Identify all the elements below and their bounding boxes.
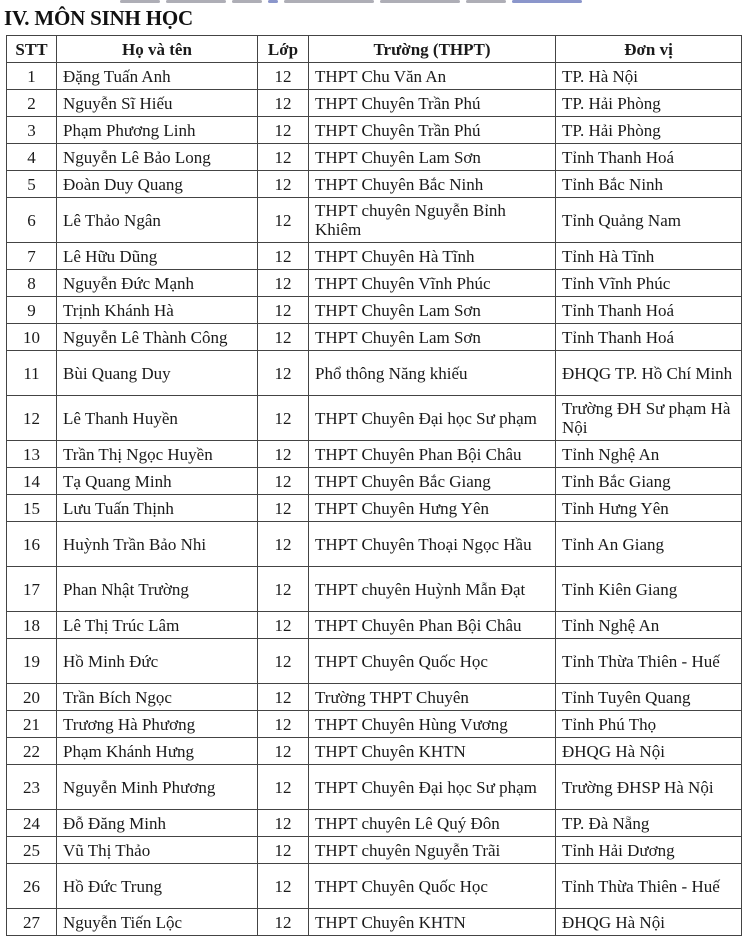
table-row: [7, 270, 742, 297]
table-row: [7, 441, 742, 468]
cell-school: THPT Chuyên Quốc Học: [309, 639, 556, 684]
table-row: [7, 90, 742, 117]
cell-name: Nguyễn Minh Phương: [57, 765, 258, 810]
cell-stt: 12: [7, 396, 57, 441]
cell-stt: 24: [7, 810, 57, 837]
cell-name: Nguyễn Đức Mạnh: [57, 270, 258, 297]
table-header-row: [7, 36, 742, 63]
cell-school: THPT Chuyên Trần Phú: [309, 117, 556, 144]
cell-unit: Tỉnh Thanh Hoá: [556, 324, 742, 351]
cell-grade: 12: [258, 171, 309, 198]
cell-stt: 19: [7, 639, 57, 684]
cell-name: Lê Thảo Ngân: [57, 198, 258, 243]
cell-unit: Trường ĐH Sư phạm Hà Nội: [556, 396, 742, 441]
cell-name: Trương Hà Phương: [57, 711, 258, 738]
table-row: [7, 351, 742, 396]
cell-unit: Tỉnh Tuyên Quang: [556, 684, 742, 711]
cell-grade: 12: [258, 243, 309, 270]
cell-school: THPT Chuyên Hùng Vương: [309, 711, 556, 738]
cell-grade: 12: [258, 396, 309, 441]
table-row: [7, 198, 742, 243]
table-row: [7, 711, 742, 738]
header-name: Họ và tên: [57, 36, 258, 63]
cell-unit: ĐHQG Hà Nội: [556, 909, 742, 936]
cell-grade: 12: [258, 639, 309, 684]
cell-school: THPT Chu Văn An: [309, 63, 556, 90]
cell-name: Trần Thị Ngọc Huyền: [57, 441, 258, 468]
cell-unit: ĐHQG TP. Hồ Chí Minh: [556, 351, 742, 396]
cell-unit: TP. Hà Nội: [556, 63, 742, 90]
header-unit: Đơn vị: [556, 36, 742, 63]
cell-stt: 26: [7, 864, 57, 909]
cell-name: Lê Thanh Huyền: [57, 396, 258, 441]
cell-school: THPT Chuyên Vĩnh Phúc: [309, 270, 556, 297]
clipped-previous-line: [120, 0, 680, 4]
table-row: [7, 171, 742, 198]
cell-stt: 2: [7, 90, 57, 117]
cell-school: THPT Chuyên Đại học Sư phạm: [309, 396, 556, 441]
cell-stt: 25: [7, 837, 57, 864]
cell-grade: 12: [258, 117, 309, 144]
cell-unit: Tỉnh Thừa Thiên - Huế: [556, 639, 742, 684]
cell-stt: 17: [7, 567, 57, 612]
cell-grade: 12: [258, 144, 309, 171]
cell-name: Nguyễn Lê Bảo Long: [57, 144, 258, 171]
header-grade: Lớp: [258, 36, 309, 63]
cell-grade: 12: [258, 909, 309, 936]
cell-stt: 27: [7, 909, 57, 936]
cell-stt: 14: [7, 468, 57, 495]
cell-grade: 12: [258, 63, 309, 90]
cell-unit: Tỉnh Thừa Thiên - Huế: [556, 864, 742, 909]
cell-name: Tạ Quang Minh: [57, 468, 258, 495]
cell-unit: Tỉnh An Giang: [556, 522, 742, 567]
cell-stt: 20: [7, 684, 57, 711]
cell-school: THPT chuyên Nguyễn Trãi: [309, 837, 556, 864]
table-row: [7, 495, 742, 522]
table-row: [7, 243, 742, 270]
table-row: [7, 765, 742, 810]
cell-stt: 7: [7, 243, 57, 270]
cell-school: THPT Chuyên Trần Phú: [309, 90, 556, 117]
table-row: [7, 810, 742, 837]
cell-stt: 11: [7, 351, 57, 396]
cell-grade: 12: [258, 270, 309, 297]
cell-grade: 12: [258, 684, 309, 711]
table-row: [7, 864, 742, 909]
cell-name: Nguyễn Sĩ Hiếu: [57, 90, 258, 117]
cell-unit: Tỉnh Nghệ An: [556, 441, 742, 468]
header-stt: STT: [7, 36, 57, 63]
cell-name: Bùi Quang Duy: [57, 351, 258, 396]
cell-school: THPT chuyên Huỳnh Mẫn Đạt: [309, 567, 556, 612]
table-row: [7, 567, 742, 612]
cell-grade: 12: [258, 810, 309, 837]
table-row: [7, 324, 742, 351]
cell-name: Lê Thị Trúc Lâm: [57, 612, 258, 639]
cell-grade: 12: [258, 198, 309, 243]
cell-name: Hồ Minh Đức: [57, 639, 258, 684]
table-row: [7, 144, 742, 171]
cell-school: THPT Chuyên Phan Bội Châu: [309, 612, 556, 639]
cell-school: THPT Chuyên Hà Tĩnh: [309, 243, 556, 270]
cell-school: THPT chuyên Lê Quý Đôn: [309, 810, 556, 837]
cell-unit: ĐHQG Hà Nội: [556, 738, 742, 765]
cell-name: Hồ Đức Trung: [57, 864, 258, 909]
cell-unit: Tỉnh Bắc Giang: [556, 468, 742, 495]
table-row: [7, 738, 742, 765]
cell-grade: 12: [258, 765, 309, 810]
cell-unit: Tỉnh Thanh Hoá: [556, 297, 742, 324]
cell-grade: 12: [258, 90, 309, 117]
cell-name: Lưu Tuấn Thịnh: [57, 495, 258, 522]
cell-stt: 18: [7, 612, 57, 639]
cell-grade: 12: [258, 441, 309, 468]
cell-unit: Tỉnh Thanh Hoá: [556, 144, 742, 171]
cell-unit: Tỉnh Hà Tĩnh: [556, 243, 742, 270]
cell-stt: 4: [7, 144, 57, 171]
cell-unit: TP. Hải Phòng: [556, 90, 742, 117]
cell-stt: 22: [7, 738, 57, 765]
cell-name: Phan Nhật Trường: [57, 567, 258, 612]
table-row: [7, 837, 742, 864]
cell-name: Vũ Thị Thảo: [57, 837, 258, 864]
cell-stt: 21: [7, 711, 57, 738]
header-school: Trường (THPT): [309, 36, 556, 63]
cell-name: Phạm Khánh Hưng: [57, 738, 258, 765]
cell-school: THPT Chuyên Lam Sơn: [309, 144, 556, 171]
table-row: [7, 63, 742, 90]
cell-unit: Tỉnh Phú Thọ: [556, 711, 742, 738]
cell-stt: 1: [7, 63, 57, 90]
cell-unit: TP. Đà Nẵng: [556, 810, 742, 837]
cell-stt: 8: [7, 270, 57, 297]
table-row: [7, 522, 742, 567]
cell-school: THPT Chuyên Đại học Sư phạm: [309, 765, 556, 810]
table-body: [7, 63, 742, 936]
cell-unit: TP. Hải Phòng: [556, 117, 742, 144]
cell-school: THPT Chuyên Lam Sơn: [309, 324, 556, 351]
cell-school: THPT Chuyên KHTN: [309, 738, 556, 765]
clipped-next-line: [6, 942, 426, 948]
cell-name: Trịnh Khánh Hà: [57, 297, 258, 324]
cell-unit: Tỉnh Hưng Yên: [556, 495, 742, 522]
cell-name: Huỳnh Trần Bảo Nhi: [57, 522, 258, 567]
cell-stt: 5: [7, 171, 57, 198]
cell-stt: 10: [7, 324, 57, 351]
cell-school: THPT Chuyên Bắc Giang: [309, 468, 556, 495]
cell-grade: 12: [258, 738, 309, 765]
table-row: [7, 117, 742, 144]
cell-grade: 12: [258, 711, 309, 738]
student-roster-table: [6, 35, 742, 936]
cell-grade: 12: [258, 567, 309, 612]
cell-stt: 23: [7, 765, 57, 810]
cell-name: Phạm Phương Linh: [57, 117, 258, 144]
cell-grade: 12: [258, 351, 309, 396]
table-row: [7, 468, 742, 495]
cell-school: Trường THPT Chuyên: [309, 684, 556, 711]
cell-unit: Tỉnh Quảng Nam: [556, 198, 742, 243]
cell-name: Nguyễn Tiến Lộc: [57, 909, 258, 936]
section-title: IV. MÔN SINH HỌC: [4, 6, 193, 30]
cell-unit: Tỉnh Nghệ An: [556, 612, 742, 639]
cell-unit: Trường ĐHSP Hà Nội: [556, 765, 742, 810]
cell-grade: 12: [258, 324, 309, 351]
table-row: [7, 297, 742, 324]
cell-school: THPT Chuyên Thoại Ngọc Hầu: [309, 522, 556, 567]
cell-stt: 13: [7, 441, 57, 468]
cell-stt: 9: [7, 297, 57, 324]
cell-name: Trần Bích Ngọc: [57, 684, 258, 711]
cell-school: THPT Chuyên Lam Sơn: [309, 297, 556, 324]
cell-grade: 12: [258, 297, 309, 324]
cell-unit: Tỉnh Kiên Giang: [556, 567, 742, 612]
cell-name: Lê Hữu Dũng: [57, 243, 258, 270]
table-row: [7, 684, 742, 711]
cell-stt: 3: [7, 117, 57, 144]
cell-school: THPT Chuyên KHTN: [309, 909, 556, 936]
cell-stt: 6: [7, 198, 57, 243]
cell-unit: Tỉnh Bắc Ninh: [556, 171, 742, 198]
cell-school: THPT Chuyên Phan Bội Châu: [309, 441, 556, 468]
cell-grade: 12: [258, 468, 309, 495]
cell-school: Phổ thông Năng khiếu: [309, 351, 556, 396]
cell-name: Đặng Tuấn Anh: [57, 63, 258, 90]
cell-grade: 12: [258, 612, 309, 639]
cell-school: THPT chuyên Nguyễn Bỉnh Khiêm: [309, 198, 556, 243]
cell-grade: 12: [258, 864, 309, 909]
cell-name: Nguyễn Lê Thành Công: [57, 324, 258, 351]
table-row: [7, 612, 742, 639]
cell-school: THPT Chuyên Hưng Yên: [309, 495, 556, 522]
cell-stt: 15: [7, 495, 57, 522]
cell-grade: 12: [258, 522, 309, 567]
cell-grade: 12: [258, 837, 309, 864]
cell-stt: 16: [7, 522, 57, 567]
table-row: [7, 639, 742, 684]
table-row: [7, 909, 742, 936]
cell-unit: Tỉnh Vĩnh Phúc: [556, 270, 742, 297]
cell-name: Đoàn Duy Quang: [57, 171, 258, 198]
cell-school: THPT Chuyên Bắc Ninh: [309, 171, 556, 198]
cell-school: THPT Chuyên Quốc Học: [309, 864, 556, 909]
cell-name: Đỗ Đăng Minh: [57, 810, 258, 837]
cell-grade: 12: [258, 495, 309, 522]
table-row: [7, 396, 742, 441]
cell-unit: Tỉnh Hải Dương: [556, 837, 742, 864]
